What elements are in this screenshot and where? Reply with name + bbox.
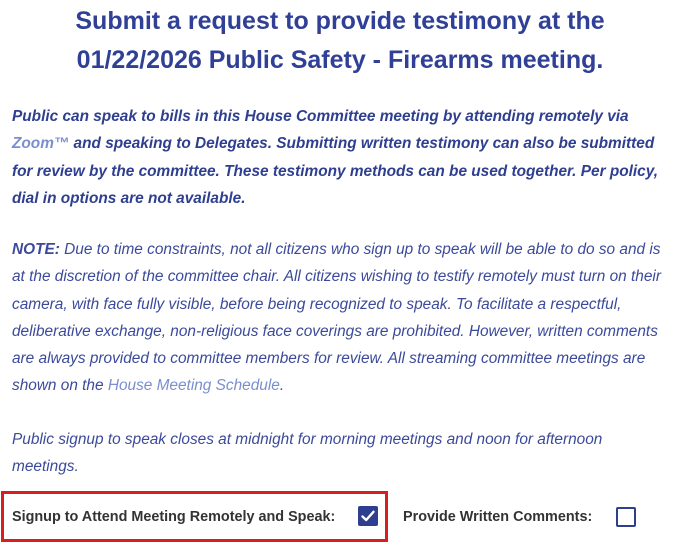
checkmark-icon: [360, 508, 376, 524]
title-line-2: 01/22/2026 Public Safety - Firearms meeting.: [76, 46, 604, 74]
written-comments-checkbox[interactable]: [616, 507, 636, 527]
house-meeting-schedule-link[interactable]: House Meeting Schedule: [107, 377, 280, 395]
title-line-1: Submit a request to provide testimony at the: [75, 7, 605, 35]
note-paragraph: [12, 236, 662, 400]
signup-closes-text: Public signup to speak closes at midnight for morning meetings and noon for afternoon meetings.: [12, 431, 603, 476]
intro-text-2: and speaking to Delegates. Submitting written testimony can also be submitted for review by the committee. These testimony methods can be used together. Per policy, dial in options are not available.: [12, 135, 659, 207]
note-end: .: [279, 377, 285, 395]
page-title: [0, 2, 680, 80]
zoom-link[interactable]: Zoom™: [12, 135, 70, 153]
note-label: NOTE:: [12, 241, 60, 258]
remote-signup-label: Signup to Attend Meeting Remotely and Speak:: [12, 509, 336, 525]
intro-text-1: Public can speak to bills in this House Committee meeting by attending remotely via: [12, 108, 629, 125]
written-comments-label: Provide Written Comments:: [403, 509, 593, 525]
intro-paragraph: [12, 103, 662, 212]
remote-signup-checkbox[interactable]: [358, 506, 378, 526]
note-text: Due to time constraints, not all citizens who sign up to speak will be able to do so and is at the discretion of the committee chair. All citizens wishing to testify remotely must turn on their camera, with face fully visible, before being recognized to speak. To facilitate a respectful, deliberative exchange, non-religious face coverings are prohibited. However, written comments are always provided to committee members for review. All streaming committee meetings are shown on the: [12, 241, 661, 395]
